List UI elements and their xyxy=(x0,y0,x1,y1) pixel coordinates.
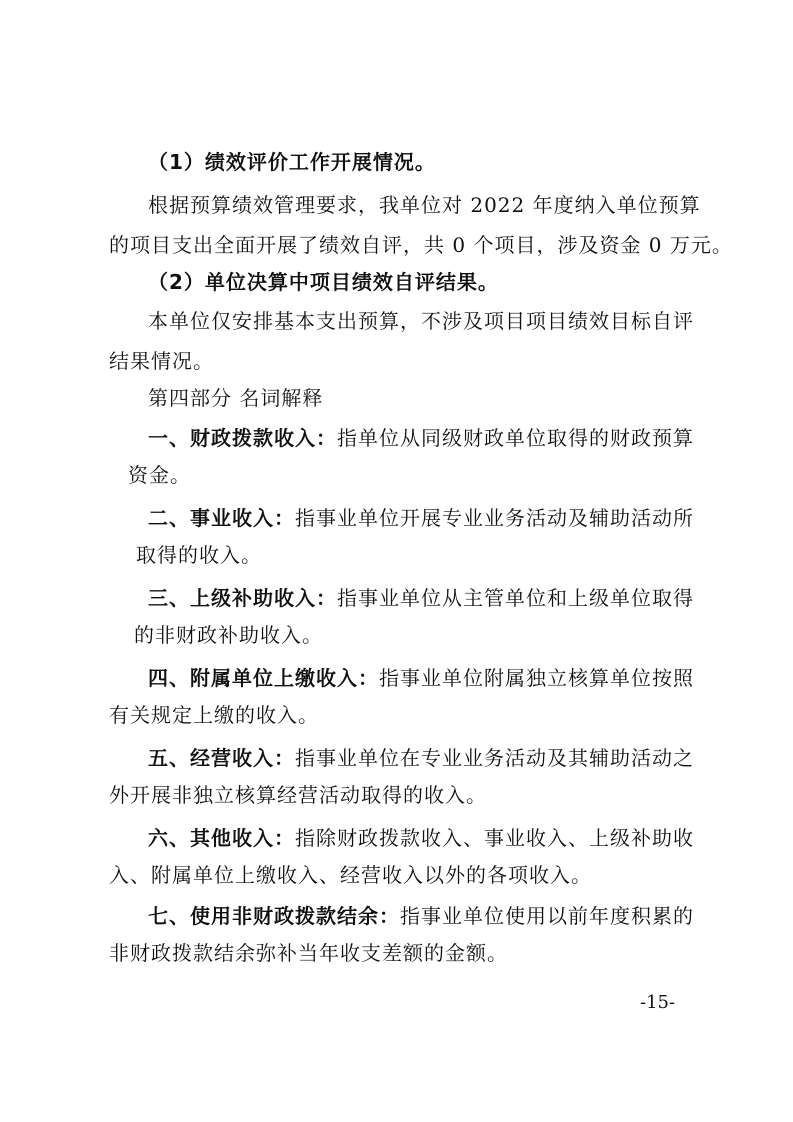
term-entry xyxy=(148,658,693,698)
paragraph-line: 结果情况。 xyxy=(109,349,214,373)
term-entry xyxy=(148,418,693,458)
term-definition: 指除财政拨款收入、事业收入、上级补助收 xyxy=(295,826,694,850)
term-definition: 指单位从同级财政单位取得的财政预算 xyxy=(337,426,694,450)
paragraph-line: 根据预算绩效管理要求，我单位对 2022 年度纳入单位预算 xyxy=(148,193,701,217)
term-definition: 指事业单位在专业业务活动及其辅助活动之 xyxy=(295,746,694,770)
term-label: 四、附属单位上缴收入： xyxy=(148,666,379,690)
term-definition-cont: 入、附属单位上缴收入、经营收入以外的各项收入。 xyxy=(109,863,592,887)
term-entry xyxy=(148,896,693,936)
term-label: 七、使用非财政拨款结余： xyxy=(148,904,400,928)
term-definition: 指事业单位使用以前年度积累的 xyxy=(400,904,694,928)
term-definition: 指事业单位附属独立核算单位按照 xyxy=(379,666,694,690)
term-entry xyxy=(148,818,693,858)
heading-project-results: （2）单位决算中项目绩效自评结果。 xyxy=(148,270,499,294)
term-definition-cont: 外开展非独立核算经营活动取得的收入。 xyxy=(109,783,487,807)
term-entry xyxy=(148,498,693,538)
heading-performance-evaluation: （1）绩效评价工作开展情况。 xyxy=(148,150,436,174)
term-label: 二、事业收入： xyxy=(148,506,295,530)
term-definition-cont: 有关规定上缴的收入。 xyxy=(109,703,319,727)
term-label: 一、财政拨款收入： xyxy=(148,426,337,450)
term-label: 三、上级补助收入： xyxy=(148,586,337,610)
part-title: 第四部分 名词解释 xyxy=(148,386,324,410)
term-definition-cont: 非财政拨款结余弥补当年收支差额的金额。 xyxy=(109,941,508,965)
term-label: 五、经营收入： xyxy=(148,746,295,770)
term-definition-cont: 资金。 xyxy=(128,463,191,487)
term-definition-cont: 的非财政补助收入。 xyxy=(134,623,323,647)
page-number: -15- xyxy=(640,992,676,1013)
term-label: 六、其他收入： xyxy=(148,826,295,850)
term-definition: 指事业单位从主管单位和上级单位取得 xyxy=(337,586,694,610)
term-definition: 指事业单位开展专业业务活动及辅助活动所 xyxy=(295,506,694,530)
paragraph-line: 本单位仅安排基本支出预算，不涉及项目项目绩效目标自评 xyxy=(148,309,694,333)
term-definition-cont: 取得的收入。 xyxy=(136,543,262,567)
paragraph-line: 的项目支出全面开展了绩效自评，共 0 个项目，涉及资金 0 万元。 xyxy=(109,233,733,257)
term-entry xyxy=(148,738,693,778)
term-entry xyxy=(148,578,693,618)
